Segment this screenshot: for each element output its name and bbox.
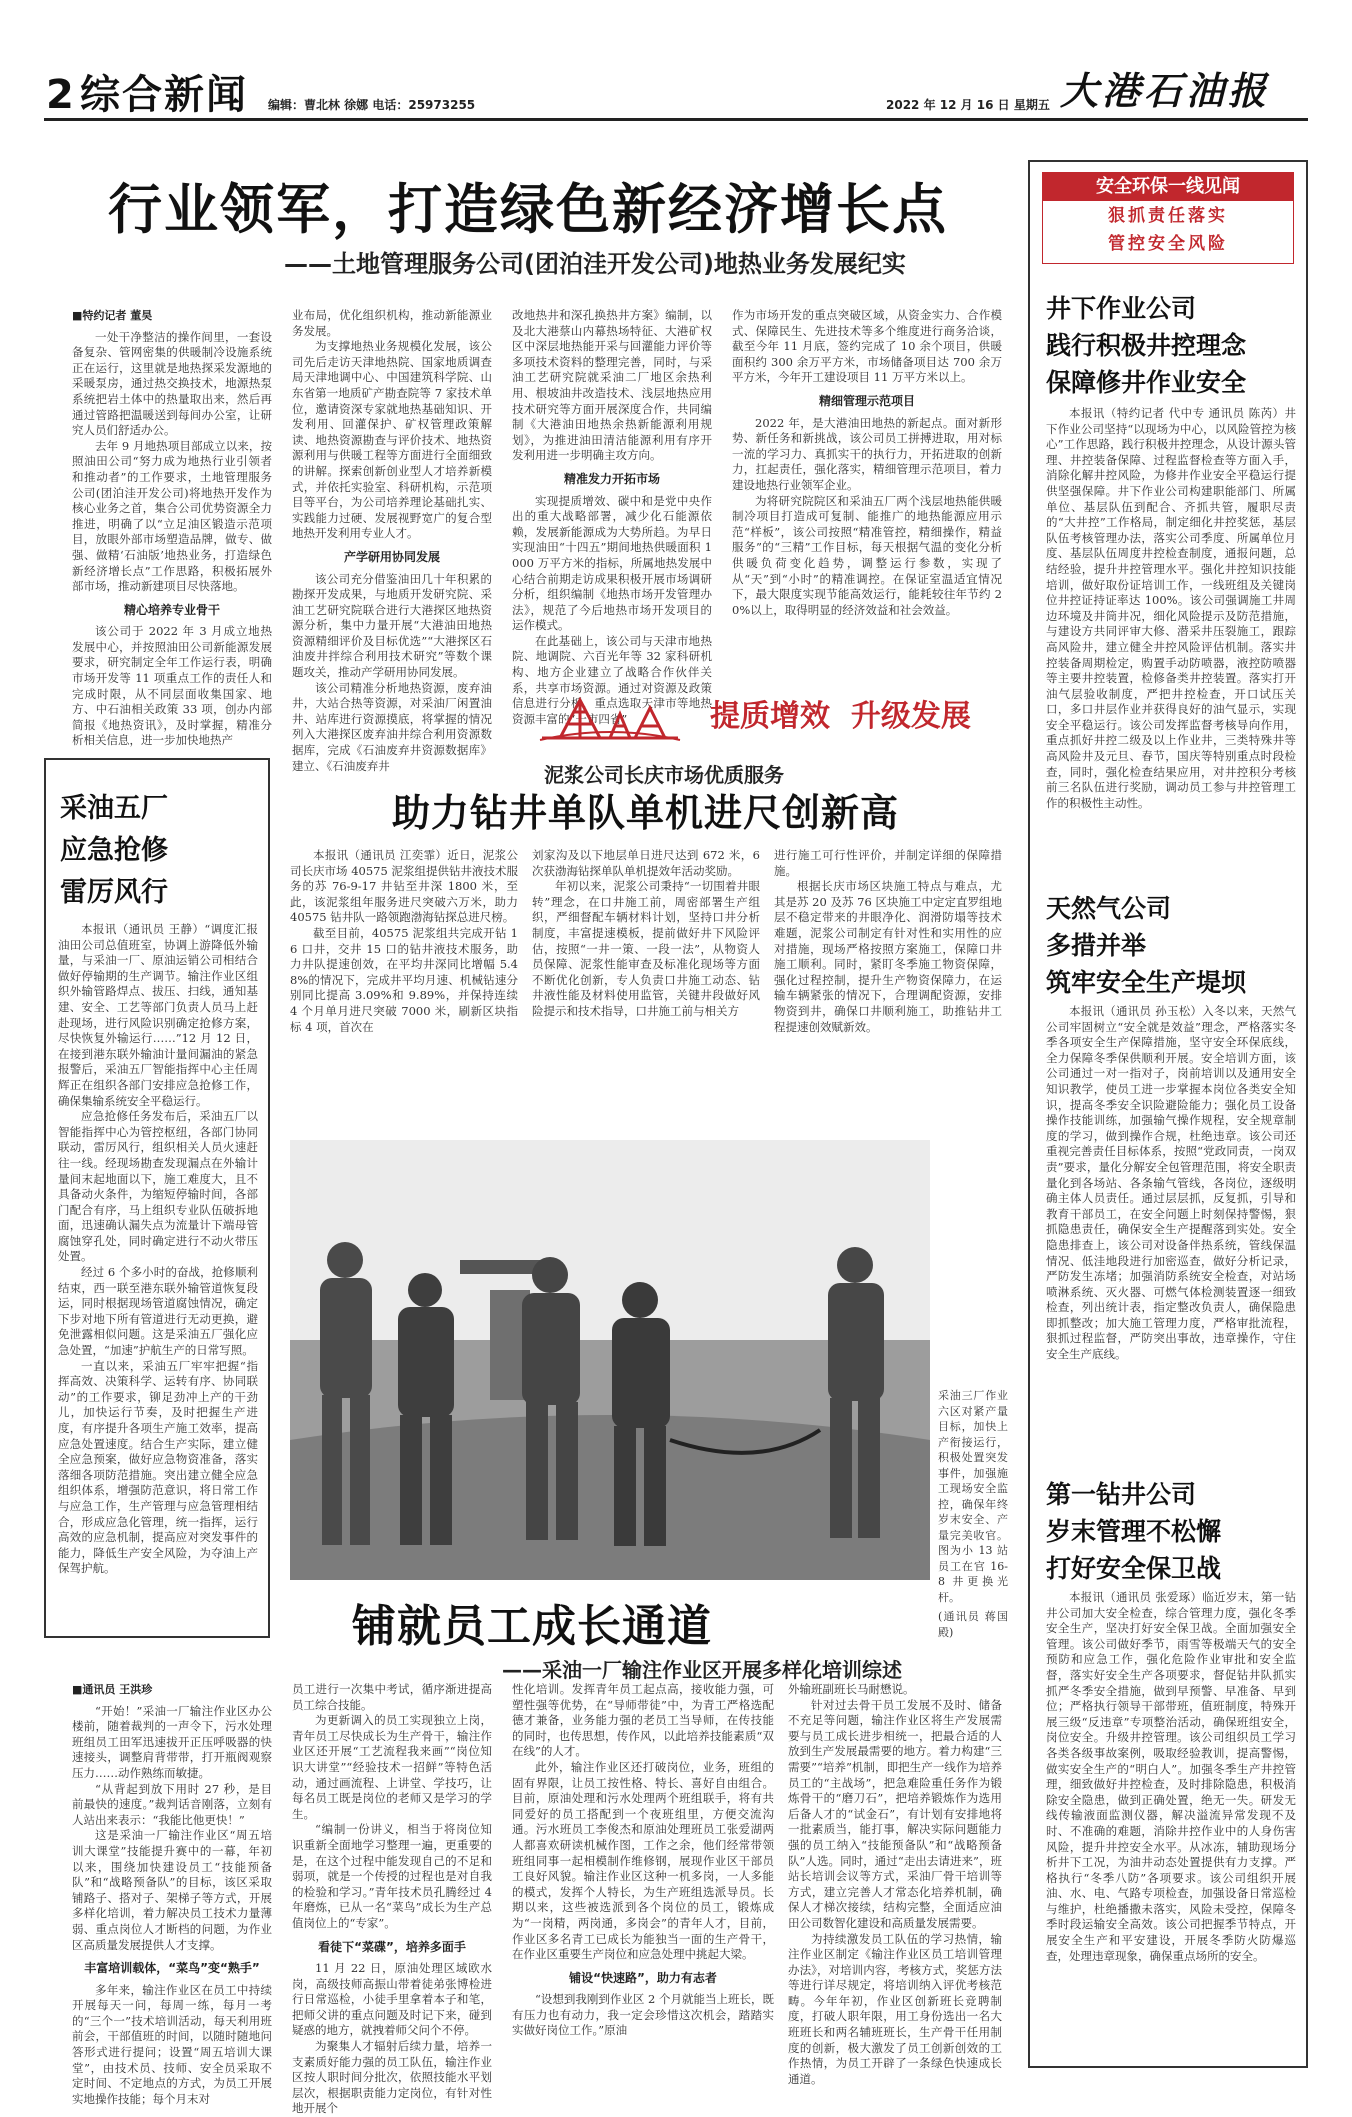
story2-headline: 助力钻井单队单机进尺创新高 [392,791,900,835]
lead-paragraph: 改地热井和深孔换热井方案》编制，以及北大港蔡山内幕热场特征、大港矿权区中深层地热能开采与回灌能力评价等多项技术资料的整理完善，同时，与采油工艺研究院就采油二厂地区余热利用、根坡油井改造技术、浅层地热应用技术研究等方面开展深度合作，共同编制《大港油田地热余热新能源利用规划》，为推进油田清洁能源利用有序开发利用进一步明确主攻方向。 [512,308,712,463]
section-name: 综合新闻 [80,72,248,118]
story3-subhead: 铺设“快速路”，助力有志者 [569,1970,717,1985]
story3-paragraph: 为持续激发员工队伍的学习热情，输注作业区制定《输注作业区员工培训管理办法》，对培训内容，考核方式，奖惩方法等进行详尽规定，将培训纳入评优考核范畴。今年年初，作业区创新班长竞聘制度，打破人职年限，用工身份选出一名大班班长和两名辅班班长，生产骨干任用制度的创新，极大激发了员工创新创效的工作热情，为员工开辟了一条绿色快速成长通道。 [788,1931,1002,2086]
lead-subhead: 产学研用协同发展 [343,549,440,564]
story2-column-2 [532,848,760,1134]
story3-byline: ■通讯员 王洪珍 [72,1683,153,1696]
right-article2-title [1046,890,1296,1001]
right-article-paragraph: 本报讯（通讯员 张爱琢）临近岁末，第一钻井公司加大安全检查，综合管理力度，强化冬季安全生产，坚决打好安全保卫战。全面加强安全管理。该公司做好季节，雨雪等极端天气的安全预防和应急工作，强化危险作业审批和安全监督，落实好安全生产各项要求，督促钻井队抓实抓严冬季安全措施，做到早预警、早准备、早到位；严格执行领导干部带班，值班制度，特殊开展三级“反违章”专项整治活动，确保班组安全，岗位安全。升级井控管理。该公司组织员工学习各类各级事故案例，吸取经验教训，提高警惕，做实安全生产的“明白人”。加强冬季生产井控管理，细致做好井控检查，及时排除隐患，积极消除安全隐患，做到正确处置，绝无一失。研发无线传输液面监测仪器，解决溢流异常发现不及时、不准确的难题，消除井控作业中的人身伤害风险，提升井控安全水平。从冰冻，辅助现场分析井下工况，为油井动态处置提供有力支撑。严格执行“冬季八防”各项要求。该公司组织开展油、水、电、气路专项检查，加强设备日常巡检与维护，杜绝播撒未落实，风险未受控，保障冬季时段运输安全高效。该公司把握季节特点，开展安全生产和平安建设，开展冬季防火防爆巡查，处理违章现象，确保重点场所的安全。 [1046,1590,1296,1963]
story2-paragraph: 年初以来，泥浆公司秉持“一切围着井眼转”理念，在口井施工前，周密部署生产组织，严细督配车辆材料计划，坚持口井分析制度，丰富提速模板，提前做好井下风险评估，按照“一井一策、一段一法”，从物资人员保障、泥浆性能审查及标准化现场等方面不断优化创新，专人负责口井施工动态、钻井液性能及材料使用监管，关键井段做好风险提示和技术指导，口井施工前与相关方 [532,879,760,1018]
story3-paragraph: “设想到我刚到作业区 2 个月就能当上班长，既有压力也有动力，我一定会珍惜这次机会，踏踏实实做好岗位工作。”原油 [512,1992,775,2038]
banner-text: 提质增效 升级发展 [710,699,971,734]
page-number: 2 [46,72,74,118]
lead-paragraph: 业布局，优化组织机构，推动新能源业务发展。 [292,308,492,338]
lead-paragraph: 该公司于 2022 年 3 月成立地热发展中心，并按照油田公司新能源发展要求，研究制定全年工作运行表，明确市场开发等 11 项重点工作的责任人和完成时限，从不同层面收集国家、地方、中石油相关政策 33 项，创办内部简报《地热资讯》，及时掌握，精准分析相关信息，进一步加快地热产 [72,624,272,748]
right-header-title: 安全环保一线见闻 [1043,173,1293,201]
left-story-title [60,788,260,914]
story3-column-1 [72,1682,272,2106]
lead-column-4 [732,308,1002,690]
photo-credit: (通讯员 蒋国殿) [938,1610,1008,1639]
lead-column-3 [512,308,712,726]
right-title-line: 井下作业公司 [1046,294,1197,323]
lead-column-1 [72,308,272,748]
lead-byline: ■特约记者 董昊 [72,309,153,322]
news-photo [290,1140,930,1580]
story2-paragraph: 进行施工可行性评价，并制定详细的保障措施。 [774,848,1002,878]
lead-paragraph: 为将研究院院区和采油五厂两个浅层地热能供暖制冷项目打造成可复制、能推广的地热能源应用示范“样板”，该公司按照“精准管控，精细操作，精益服务”的“三精”工作目标，每天根据气温的变化分析供暖负荷变化趋势，调整运行参数，实现了从“天”到“小时”的精准调控。在保证室温适宜情况下，最大限度实现节能高效运行，能耗较往年节约 20%以上，取得明显的经济效益和社会效益。 [732,493,1002,617]
left-story-title-line: 应急抢修 [60,835,168,866]
story3-paragraph: 外输班副班长马耐懋说。 [788,1682,915,1696]
photo-caption [938,1388,1008,1640]
lead-paragraph: 去年 9 月地热项目部成立以来，按照油田公司“努力成为地热行业引领者和推动者”的工作要求，土地管理服务公司(团泊洼开发公司)将地热开发作为核心业务之首，集合公司优势资源全力推进，明确了以“立足油区锻造示范项目，放眼外部市场塑造品牌，做专、做强、做精‘石油版’地热业务，打造绿色新经济增长点”工作思路，积极拓展外部市场，推动新建项目尽快落地。 [72,438,272,594]
right-article1-body [1046,406,1296,862]
right-header-slogan: 管控安全风险 [1108,234,1228,254]
right-article1-title [1046,290,1296,401]
story3-paragraph: 此外，输注作业区还打破岗位，业务，班组的固有界限，让员工按性格、特长、喜好自由组合。目前，原油处理和污水处理两个班组联手，将有共同爱好的员工搭配到一个夜班组里，方便交流沟通。污水班员工李俊杰和原油处理班员工张爱湖两人都喜欢研读机械作图，工作之余，他们经常带领班组同事一起相模制作维修钢，展现作业区干部员工良好风貌。输注作业区这种一机多岗，一人多能的模式，发挥个人特长，为生产班组选派导员。长期以来，这些被选派到各个岗位的员工，锻炼成为“一岗精，两岗通，多岗会”的青年人才，目前，作业区多名青工已成长为能独当一面的生产骨干，在作业区重要生产岗位和应急处理中挑起大梁。 [512,1759,774,1962]
story3-paragraph: 这是采油一厂输注作业区“周五培训大课堂”技能提升赛中的一幕，年初以来，围绕加快建设员工“技能预备队”和“战略预备队”的目标，该区采取铺路子、搭对子、架梯子等方式，开展多样化培训，着力解决员工技术力量薄弱、重点岗位人才断档的问题，为作业区高质量发展提供人才支撑。 [72,1828,272,1952]
right-title-line: 保障修井作业安全 [1046,368,1247,397]
story2-paragraph: 刘家沟及以下地层单日进尺达到 672 米，6 次获渤海钻探单队单机提效年活动奖励。 [532,848,760,878]
lead-paragraph: 该公司充分借鉴油田几十年积累的勘探开发成果，与地质开发研究院、采油工艺研究院联合进行大港探区地热资源分析，集中力量开展“大港油田地热资源精细评价及目标优选”“大港探区石油废井拌综合利用技术研究”等数个课题攻关，推动产学研用协同发展。 [292,571,492,680]
story3-column-2 [292,1682,492,2116]
right-column-header [1042,172,1294,264]
photo-caption-text: 采油三厂作业六区对紧产量目标，加快上产衔接运行，积极处置突发事件，加强施工现场安全监控，确保年终岁末安全、产量完美收官。图为小 13 站员工在官 16-8 井更换光杆。 [938,1389,1008,1604]
story3-paragraph: 性化培训。发挥青年员工起点高，接收能力强，可塑性强等优势，在“导师带徒”中，为青工严格选配德才兼备，业务能力强的老员工当导师，在传技能的同时，也传思想，传作风，以此培养技能素质“双在线”的人才。 [512,1682,774,1759]
lead-paragraph: 一处干净整洁的操作间里，一套设备复杂、管网密集的供暖制冷设施系统正在运行，这里就是地热探采发源地的采暖泵房，通过热交换技术，地源热泵系统把岩土体中的热量取出来，然后再通过管路把温暖送到每间办公室，让研究人员们舒适办公。 [72,329,272,438]
left-story-paragraph: 一直以来，采油五厂牢牢把握“指挥高效、决策科学、运转有序、协同联动”的工作要求，铆足劲冲上产的干劲儿，加快运行节奏，及时把握生产进度，有序提升各项生产施工效率，提高应急处置速度。结合生产实际，建立健全应急预案，做好应急物资准备，落实落细各项防范措施。突出建立健全应急组织体系，增强防范意识，将日常工作与应急工作，生产管理与应急管理相结合，形成应急化管理，统一指挥，运行高效的应急机制，提高应对突发事件的能力，降低生产安全风险，为夺油上产保驾护航。 [58,1358,258,1576]
story3-subhead: 丰富培训载体，“菜鸟”变“熟手” [84,1961,260,1976]
lead-paragraph: 作为市场开发的重点突破区域，从资金实力、合作模式、保障民生、先进技术等多个维度进行商务洽谈，截至今年 11 月底，签约完成了 10 余个项目，供暖面积约 300 余万平方米，市场储备项目达 700 余万平方米，今年开工建设项目 11 万平方米以上。 [732,308,1002,385]
lead-subhead: 精心培养专业骨干 [123,602,220,617]
right-title-line: 岁末管理不松懈 [1046,1517,1222,1546]
lead-headline: 行业领军，打造绿色新经济增长点 [108,178,948,241]
left-story-paragraph: 应急抢修任务发布后，采油五厂以智能指挥中心为管控枢纽，各部门协同联动，雷厉风行，组织相关人员火速赶往一线。经现场勘查发现漏点在外输计量间末起地面以下，施工难度大，且不具备动火条件，为缩短停输时间，各部门配合有序，马上组织专业队伍破拆地面，迅速确认漏失点为流量计下端母管腐蚀穿孔处，同时确定进行不动火带压处置。 [58,1109,258,1264]
left-story-title-line: 采油五厂 [60,793,168,824]
lead-paragraph: 实现提质增效、碳中和是党中央作出的重大战略部署，减少化石能源依赖，发展新能源成为大势所趋。为早日实现油田“十四五”期间地热供暖面积 1000 万平方米的指标，所属地热发展中心结合前期走访成果积极开展市场调研分析，组织编制《地热市场开发管理办法》，规范了今后地热市场开发项目的运作模式。 [512,493,712,633]
masthead-rule [44,118,1308,121]
story3-paragraph: 员工进行一次集中考试，循序渐进提高员工综合技能。 [292,1682,492,1712]
right-header-slogan: 狠抓责任落实 [1108,206,1228,226]
right-article3-body [1046,1590,1296,2058]
right-title-line: 筑牢安全生产堤坝 [1046,968,1247,997]
editors-line: 编辑：曹北林 徐娜 电话：25973255 [268,98,476,112]
banner-graphic [540,694,1010,742]
lead-paragraph: 2022 年，是大港油田地热的新起点。面对新形势、新任务和新挑战，该公司员工拼搏进取，用对标一流的学习力、真抓实干的执行力，开拓进取的创新力，扛起责任，强化落实，精细管理示范项目，着力建设地热行业领军企业。 [732,415,1002,492]
left-story-paragraph: 经过 6 个多小时的奋战，抢修顺利结束，西一联至港东联外输管道恢复段运，同时根据现场管道腐蚀情况，确定下步对地下所有管道进行无动更换，避免泄露相似问题。这是采油五厂强化应急处置，“加速”护航生产的日常写照。 [58,1265,258,1358]
right-title-line: 多措并举 [1046,931,1147,960]
right-title-line: 天然气公司 [1046,894,1172,923]
right-article-paragraph: 本报讯（特约记者 代中专 通讯员 陈芮）井下作业公司坚持“以现场为中心，以风险管控为核心”工作思路，践行积极井控理念，从设计源头管理、井控装备保障、过程监督检查等方面入手，消除化解井控风险，为修井作业安全平稳运行提供坚强保障。井下作业公司构建职能部门、所属单位、基层队伍到配合、齐抓共管，履职尽责的“大井控”工作格局，制定细化井控奖惩，基层队伍考核管理办法，落实公司季度、所属单位月度、基层队伍周度井控检查制度，通报问题，总结经验，提升井控管理水平。强化井控知识技能培训，做好取份证培训工作，一线班组及关键岗位井控证持证率达 100%。该公司强调施工井周边环境及井筒井况，细化风险提示及防范措施，与建设方共同评审大修、潜采井压裂施工，跟踪高风险井，建立健全井控风险评估机制。落实井控装备周期检定，购置手动防喷器，液控防喷器等主要井控装置，检修备类井控装置。落实打开油气层验收制度，严把井控检查，开口试压关口，多口井层作业并获得良好的油气显示，实现安全平稳运行。该公司发挥监督考核导向作用，重点抓好井控二级及以上作业井，三类特殊井等高风险井及元旦、春节，国庆等特别重点时段检查，同时，强化检查结果应用，对井控积分考核前三名队伍进行奖励，调动员工参与井控管理工作的积极性主动性。 [1046,406,1296,810]
story3-paragraph: 11 月 22 日，原油处理区域欧水岗，高级技师高振山带着徒弟张博检进行日常巡检，小徒手里拿着本子和笔，把师父讲的重点问题及时记下来，碰到疑惑的地方，就拽着师父问个不停。 [292,1961,492,2038]
left-story-body [58,922,258,1628]
right-title-line: 第一钻井公司 [1046,1480,1197,1509]
story2-paragraph: 本报讯（通讯员 江奕霏）近日，泥浆公司长庆市场 40575 泥浆组提供钻井液技术服务的苏 76-9-17 井钻至井深 1800 米，至此，该泥浆组年服务进尺突破六万米，助力 40575 钻井队一路领跑渤海钻探总进尺榜。 [290,848,518,925]
right-article-paragraph: 本报讯（通讯员 孙玉松）入冬以来，天然气公司牢固树立“安全就是效益”理念，严格落实冬季各项安全生产保障措施，坚守安全环保底线，全力保障冬季保供顺利开展。安全培训方面，该公司通过一对一指对子，岗前培训以及通用安全知识教学，使员工进一步掌握本岗位各类安全知识，提高冬季安全识险避险能力；强化员工设备操作技能训练，加强输气操作规程，安全规章制度的学习，做到操作合规，杜绝违章。该公司还重视完善责任目标体系，按照“党政同责，一岗双责”要求，量化分解安全包管理范围，将安全职责量化到各场站、各条输气管线，各岗位，逐级明确主体人员责任。通过层层抓，反复抓，引导和教育干部员工，在安全问题上时刻保持警惕，狠抓隐患责任，确保安全生产提醒落到实处。安全隐患排查上，该公司对设备伴热系统，管线保温情况、低洼地段进行加密巡查，做好分析记录，严防发生冻堵；加强消防系统安全检查，对站场喷淋系统、灭火器、可燃气体检测装置逐一细致检查，列出统计表，指定整改负责人，确保隐患即抓整改；加大施工管理力度，严格审批流程，狠抓过程监督，严防突出事故，违章操作，守住安全生产底线。 [1046,1004,1296,1362]
lead-subhead: 精准发力开拓市场 [563,471,660,486]
oil-rig-icon [540,694,680,742]
story3-headline: 铺就员工成长通道 [352,1601,712,1652]
right-title-line: 践行积极井控理念 [1046,331,1247,360]
right-title-line: 打好安全保卫战 [1046,1554,1222,1583]
lead-paragraph: 在此基础上，该公司与天津市地热院、地调院、六百光年等 32 家科研机构、地方企业建立了战略合作伙伴关系，共享市场资源。通过对资源及政策信息进行分析，重点选取天津市等地热资源丰富的“一市四省” [512,633,712,726]
story2-kicker: 泥浆公司长庆市场优质服务 [544,763,784,787]
story3-column-3 [512,1682,774,2062]
story3-paragraph: 为聚集人才辐射后续力量，培养一支素质好能力强的员工队伍，输注作业区按人职时间分批次，依照技能水平划层次，根据职责能力定岗位，有针对性地开展个 [292,2039,492,2116]
workers-photo-illustration [290,1140,930,1580]
lead-subheadline: ——土地管理服务公司(团泊洼开发公司)地热业务发展纪实 [284,250,906,278]
left-story-title-line: 雷厉风行 [60,877,168,908]
lead-paragraph: 为支撑地热业务规模化发展，该公司先后走访天津地热院、国家地质调查局天津地调中心、中国建筑科学院、山东省第一地质矿产勘查院等 7 家技术单位，邀请资深专家就地热基础知识、开发利用、回灌保护、矿权管理政策解读、地热资源勘查与评价技术、地热资源利用与供暖工程等方面进行全面细致的讲解。探索创新创业型人才培养新模式，并依托实验室、科研机构，示范项目等平台，为公司培养理论基础扎实、实践能力过硬、发展视野宽广的复合型地热开发利用专业人才。 [292,339,492,541]
story3-subheadline: ——采油一厂输注作业区开展多样化培训综述 [502,1658,902,1682]
right-article3-title [1046,1476,1296,1587]
story3-paragraph: “编制一份讲义，相当于将岗位知识重新全面地学习整理一遍，更重要的是，在这个过程中能发现自己的不足和弱项，就是一个传授的过程也是对自我的检验和学习。”青年技术员孔腾经过 4 年磨炼，已从一名“菜鸟”成长为生产总值岗位上的“专家”。 [292,1822,492,1930]
newspaper-logo: 大港石油报 [1060,68,1271,113]
lead-paragraph: 该公司精准分析地热资源，废弃油井，大站合热等资源，对采油厂闲置油井、站库进行资源摸底，将掌握的情况列入大港探区废弃油井综合利用资源数据库，完成《石油废弃井资源数据库》建立、《石油废弃井 [292,680,492,773]
story3-paragraph: 为更新调入的员工实现独立上岗，青年员工尽快成长为生产骨干，输注作业区还开展“工艺流程我来画”“岗位知识大讲堂”“经验技术一招鲜”等特色活动，通过画流程、上讲堂、学技巧，让每名员工既是岗位的老师又是学习的学生。 [292,1713,492,1821]
left-story-paragraph: 本报讯（通讯员 王静）“调度汇报油田公司总值班室，协调上游降低外输量，与采油一厂、原油运销公司相结合做好停输期的生产调节。输注作业区组织外输管路焊点、拔压、扫线，通知基建、安全、工艺等部门负责人员马上赶赴现场，进行风险识别确定抢修方案，尽快恢复外输运行……”12 月 12 日，在接到港东联外输油计量间漏油的紧急报警后，采油五厂智能指挥中心主任周辉正在组织各部门安排应急抢修工作，确保集输系统安全平稳运行。 [58,922,258,1108]
story3-column-4 [788,1682,1002,2086]
story2-column-1 [290,848,518,1134]
lead-column-2 [292,308,492,773]
story3-paragraph: “开始！”采油一厂输注作业区办公楼前，随着裁判的一声令下，污水处理班组员工田军迅速拔开正压呼吸器的快速接头，调整肩背带带，打开瓶阀观察压力……动作熟练而敏捷。 [72,1703,272,1780]
story3-subhead: 看徒下“菜碟”，培养多面手 [318,1939,466,1954]
story2-column-3 [774,848,1002,1134]
story3-paragraph: 多年来，输注作业区在员工中持续开展每天一问，每周一练，每月一考的“三个一”技术培训活动，每天利用班前会，干部值班的时间，以随时随地问答形式进行提问；设置“周五培训大课堂”，由技术员、技师、安全员采取不定时间、不定地点的方式，为员工开展实地操作技能；每个月末对 [72,1982,272,2106]
story3-paragraph: “从背起到放下用时 27 秒，是目前最快的速度。”裁判话音刚落，立刻有人站出来表示：“我能比他更快！” [72,1781,272,1827]
story2-paragraph: 截至目前，40575 泥浆组共完成开钻 16 口井，交井 15 口的钻井液技术服务，助力井队提速创效，在平均井深同比增幅 5.48%的情况下，完成井平均月速、机械钻速分别同比提高 3.09%和 9.89%，并保持连续 4 个月单月进尺突破 7000 米，刷新区块指标 4 项，首次在 [290,925,518,1034]
story3-paragraph: 针对过去骨干员工发展不及时、储备不充足等问题，输注作业区将生产发展需要与员工成长进步相统一，把最合适的人放到生产发展最需要的地方。着力构建“三需要”“培养”机制，即把生产一线作为培养员工的“主战场”，把急难险重任务作为锻炼骨干的“磨刀石”，把培养锻炼作为选用后备人才的“试金石”，有计划有安排地将一批素质当，能打事，解决实际问题能力强的员工纳入“技能预备队”和“战略预备队”人选。同时，通过“走出去请进来”，班站长培训会议等方式，采油厂骨干培训等方式，建立完善人才常态化培养机制，确保人才梯次接续，结构完整，全面适应油田公司数智化建设和高质量发展需要。 [788,1697,1002,1930]
story2-paragraph: 根据长庆市场区块施工特点与难点，尤其是苏 20 及苏 76 区块施工中定定直罗组地层不稳定带来的井眼净化、润滑防塌等技术难题，泥浆公司制定有针对性和实用性的应对措施，现场严格按照方案施工，保障口井施工顺利。同时，紧盯冬季施工物资保障，强化过程控制，提升生产物资保障力，在运输车辆紧张的情况下，合理调配资源，安排物资到井，确保口井顺利施工，助推钻井工程提速创效赋新效。 [774,879,1002,1034]
issue-date: 2022 年 12 月 16 日 星期五 [886,98,1050,112]
right-article2-body [1046,1004,1296,1446]
lead-subhead: 精细管理示范项目 [818,393,915,408]
